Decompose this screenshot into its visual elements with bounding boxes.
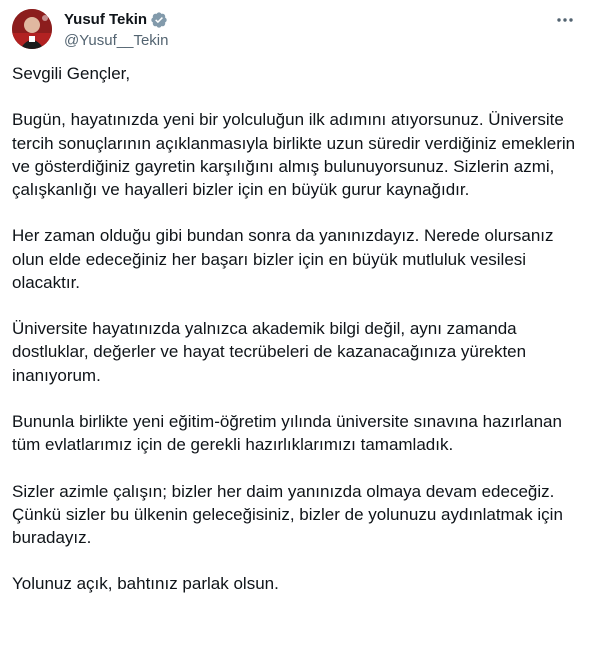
display-name[interactable]: Yusuf Tekin — [64, 11, 148, 28]
avatar[interactable] — [12, 9, 52, 49]
tweet-text: Sevgili Gençler, Bugün, hayatınızda yeni bir yolculuğun ilk adımını atıyorsunuz. Üniversite tercih sonuçlarının açıklanmasıyla birlikte uzun süredir verdiğiniz emeklerin ve gösterdiğiniz gayretin karşılığını almış bulunuyorsunuz. Sizlerin azmi, çalışkanlığı ve hayalleri bizler için en büyük gurur kaynağıdır. Her zaman olduğu gibi bundan sonra da yanınızdayız. Nerede olursanız olun elde edeceğiniz her başarı bizler için en büyük mutluluk vesilesi olacaktır. Üniversite hayatınızda yalnızca akademik bilgi değil, aynı zamanda dostluklar, değerler ve hayat tecrübeleri de kazanacağınıza yürekten inanıyorum. Bununla birlikte yeni eğitim-öğretim yılında üniversite sınavına hazırlanan tüm evlatlarımız için de gerekli hazırlıklarımızı tamamladık. Sizler azimle çalışın; bizler her daim yanınızda olmaya devam edeceğiz. Çünkü sizler bu ülkenin geleceğisiniz, bizler de yolunuzu aydınlatmak için buradayız. Yolunuz açık, bahtınız parlak olsun. — [12, 64, 576, 594]
tweet-header — [12, 8, 579, 52]
verified-badge-icon — [150, 11, 168, 29]
handle[interactable]: @Yusuf__Tekin — [64, 32, 169, 49]
display-row — [64, 10, 168, 30]
author-names — [64, 10, 168, 51]
more-options-icon[interactable] — [555, 10, 575, 30]
